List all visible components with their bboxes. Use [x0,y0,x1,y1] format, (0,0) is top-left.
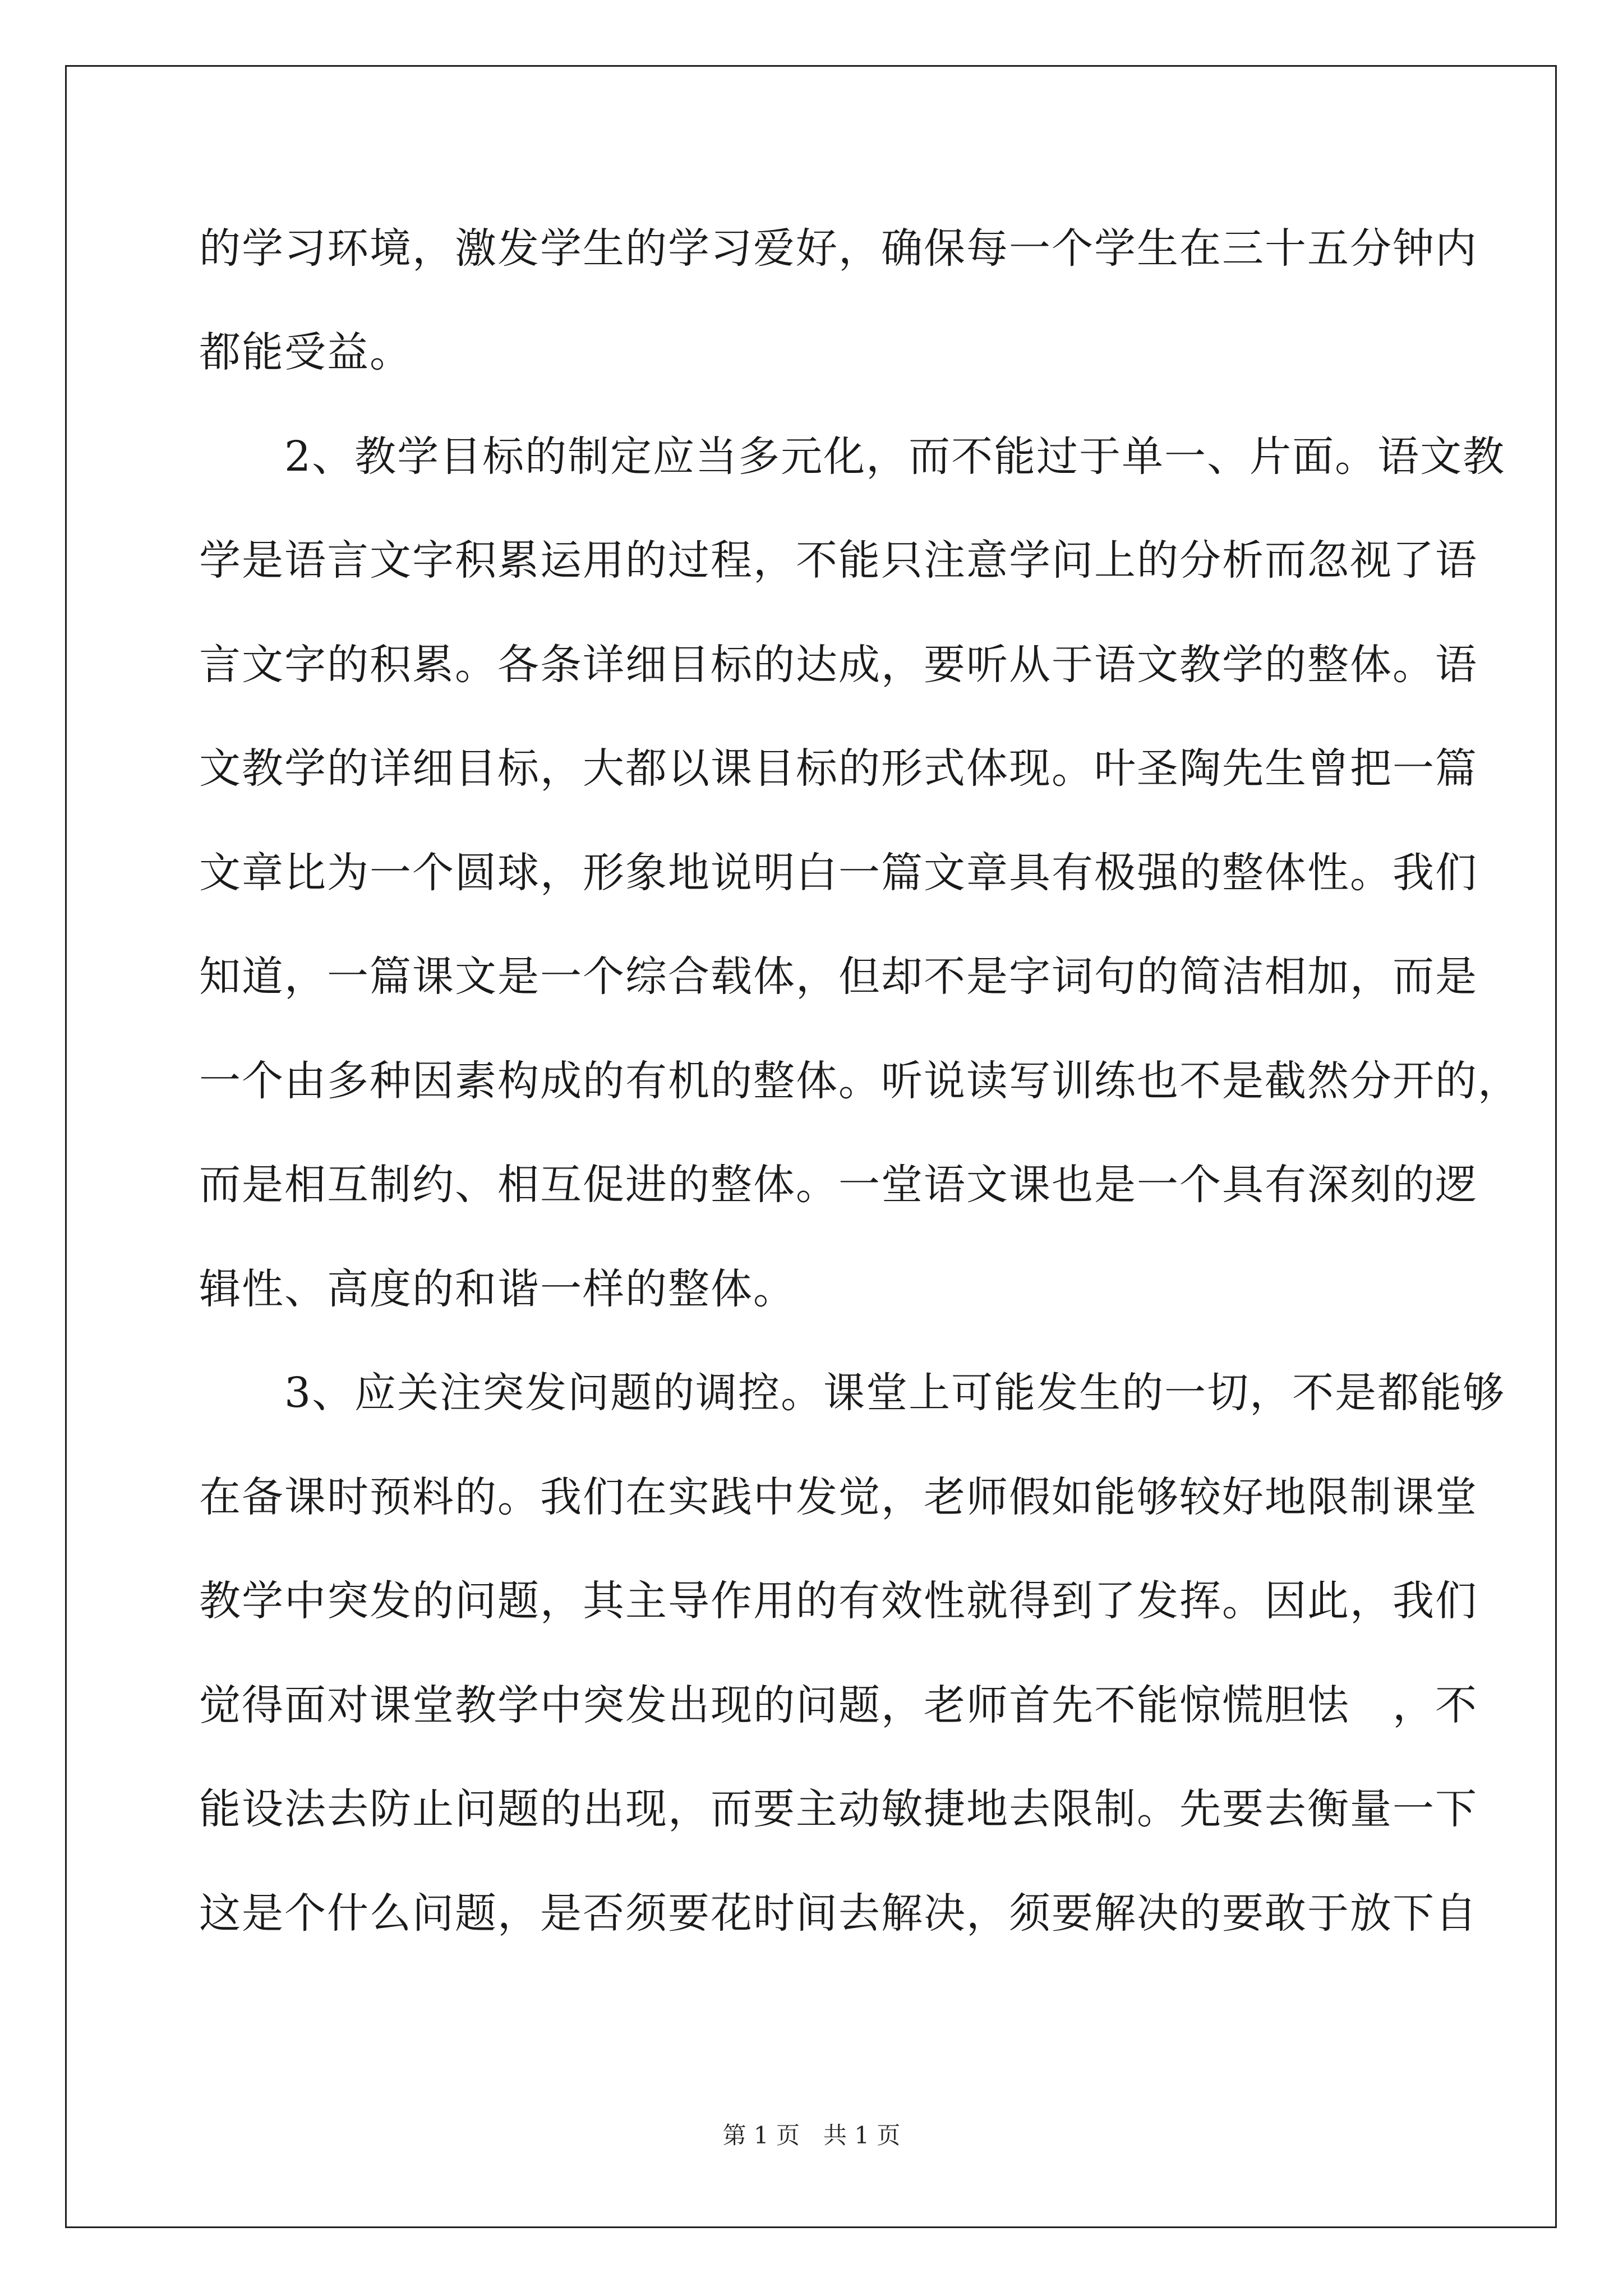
text-line: 而是相互制约、相互促进的整体。一堂语文课也是一个具有深刻的逻 [199,1161,1478,1209]
text-line: 这是个什么问题，是否须要花时间去解决，须要解决的要敢于放下自 [199,1889,1478,1938]
text-line: 知道，一篇课文是一个综合载体，但却不是字词句的简洁相加，而是 [199,953,1478,1001]
text-line: 2、教学目标的制定应当多元化，而不能过于单一、片面。语文教 [199,432,1506,481]
text-line: 觉得面对课堂教学中突发出现的问题，老师首先不能惊慌胆怯 ，不 [199,1681,1478,1729]
text-line: 一个由多种因素构成的有机的整体。听说读写训练也不是截然分开的， [199,1057,1520,1105]
text-line: 能设法去防止问题的出现，而要主动敏捷地去限制。先要去衡量一下 [199,1785,1478,1833]
text-line: 文教学的详细目标，大都以课目标的形式体现。叶圣陶先生曾把一篇 [199,744,1478,793]
text-line: 在备课时预料的。我们在实践中发觉，老师假如能够较好地限制课堂 [199,1473,1478,1521]
text-line: 教学中突发的问题，其主导作用的有效性就得到了发挥。因此，我们 [199,1577,1478,1625]
text-line: 文章比为一个圆球，形象地说明白一篇文章具有极强的整体性。我们 [199,849,1478,897]
page-number-footer: 第 1 页 共 1 页 [722,2122,901,2149]
text-line: 3、应关注突发问题的调控。课堂上可能发生的一切，不是都能够 [199,1369,1506,1417]
text-line: 言文字的积累。各条详细目标的达成，要听从于语文教学的整体。语 [199,641,1478,689]
text-line: 的学习环境，激发学生的学习爱好，确保每一个学生在三十五分钟内 [199,224,1478,273]
text-line: 都能受益。 [199,328,412,376]
text-line: 学是语言文字积累运用的过程，不能只注意学问上的分析而忽视了语 [199,536,1478,585]
text-line: 辑性、高度的和谐一样的整体。 [199,1265,796,1313]
